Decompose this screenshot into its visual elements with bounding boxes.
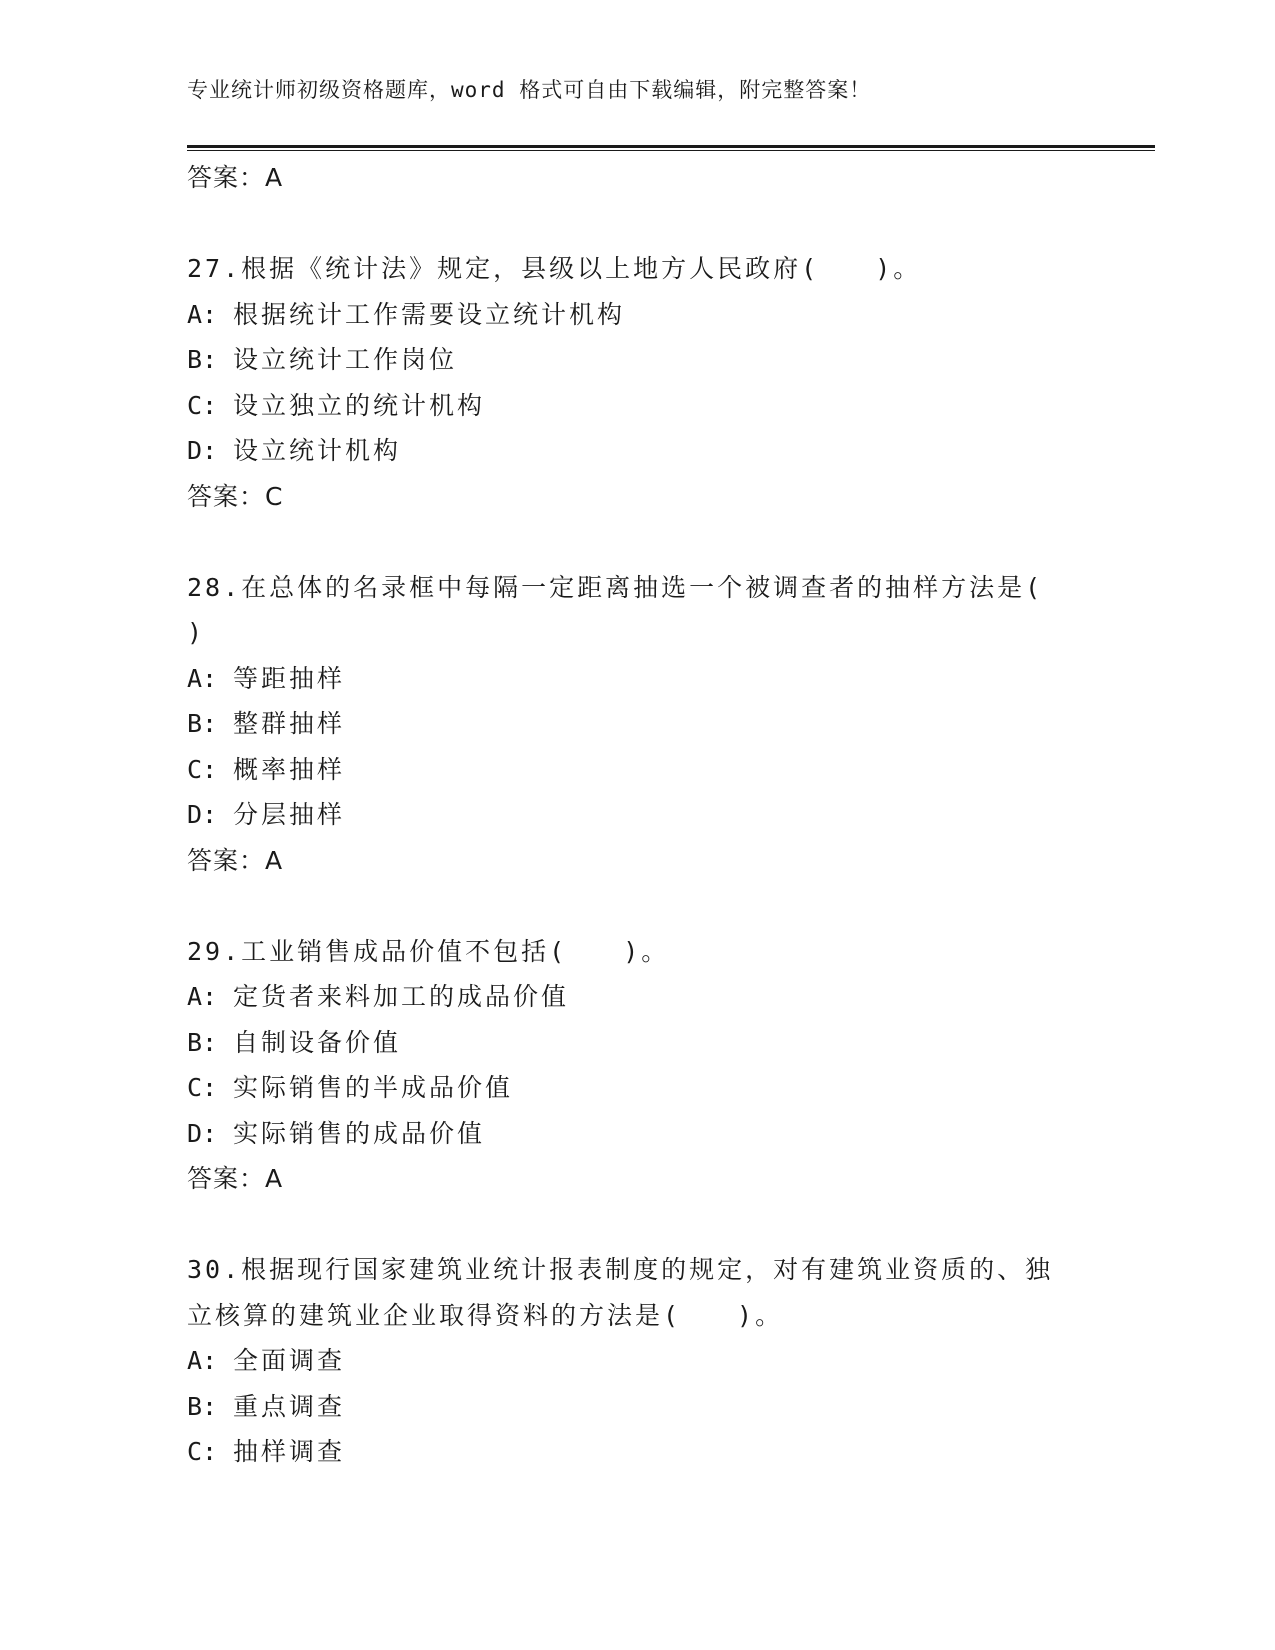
- option-text: 概率抽样: [233, 754, 346, 784]
- question-text: 28.在总体的名录框中每隔一定距离抽选一个被调查者的抽样方法是(: [187, 572, 1044, 602]
- spacer: [187, 519, 1067, 565]
- option-letter: C:: [187, 1073, 218, 1102]
- option-text: 分层抽样: [233, 800, 346, 829]
- option-text: 设立统计机构: [233, 436, 402, 465]
- option-text: 定货者来料加工的成品价值: [233, 982, 570, 1011]
- option-letter: B:: [187, 709, 218, 738]
- header-rule-thin: [187, 150, 1155, 151]
- option-a: [187, 1338, 1067, 1384]
- option-a: [187, 974, 1067, 1020]
- page-header: 专业统计师初级资格题库，word 格式可自由下载编辑，附完整答案！: [187, 78, 872, 102]
- option-text: 整群抽样: [233, 709, 346, 738]
- option-c: [187, 1429, 1067, 1475]
- option-letter: A:: [187, 299, 218, 329]
- option-text: 重点调查: [233, 1391, 346, 1421]
- spacer: [187, 1202, 1067, 1248]
- answer-26: 答案：A: [187, 163, 284, 192]
- option-d: [187, 1111, 1067, 1157]
- option-letter: B:: [187, 345, 218, 374]
- option-text: 实际销售的成品价值: [233, 1118, 486, 1148]
- question-text: 30.根据现行国家建筑业统计报表制度的规定，对有建筑业资质的、独: [187, 1255, 1054, 1284]
- option-text: 设立独立的统计机构: [233, 390, 486, 420]
- option-text: 实际销售的半成品价值: [233, 1073, 514, 1102]
- option-letter: D:: [187, 800, 218, 829]
- option-a: [187, 656, 1067, 702]
- question-29: [187, 929, 1067, 1202]
- option-c: [187, 747, 1067, 793]
- option-letter: C:: [187, 754, 218, 784]
- question-30: [187, 1247, 1067, 1475]
- option-letter: A:: [187, 982, 218, 1011]
- spacer: [187, 883, 1067, 929]
- option-b: [187, 337, 1067, 383]
- question-text: 27.根据《统计法》规定，县级以上地方人民政府( )。: [187, 254, 922, 283]
- option-d: [187, 792, 1067, 838]
- option-b: [187, 1384, 1067, 1430]
- option-text: 全面调查: [233, 1346, 346, 1375]
- option-c: [187, 383, 1067, 429]
- question-text-cont: 立核算的建筑业企业取得资料的方法是( )。: [187, 1300, 784, 1330]
- option-letter: B:: [187, 1027, 218, 1057]
- option-letter: D:: [187, 1118, 218, 1148]
- answer-29: 答案：A: [187, 1164, 284, 1193]
- option-text: 等距抽样: [233, 663, 346, 693]
- option-a: [187, 292, 1067, 338]
- option-text: 自制设备价值: [233, 1027, 402, 1057]
- option-b: [187, 701, 1067, 747]
- option-letter: A:: [187, 663, 218, 693]
- option-letter: C:: [187, 1437, 218, 1466]
- option-letter: D:: [187, 436, 218, 465]
- question-list: [187, 155, 1067, 1475]
- option-d: [187, 428, 1067, 474]
- question-text: 29.工业销售成品价值不包括( )。: [187, 936, 670, 966]
- option-letter: C:: [187, 390, 218, 420]
- option-text: 设立统计工作岗位: [233, 345, 458, 374]
- header-rule-thick: [187, 145, 1155, 148]
- option-text: 根据统计工作需要设立统计机构: [233, 299, 626, 329]
- question-text-cont: ): [187, 618, 206, 647]
- answer-27: 答案：C: [187, 481, 284, 511]
- answer-28: 答案：A: [187, 845, 284, 875]
- option-letter: A:: [187, 1346, 218, 1375]
- question-27: [187, 246, 1067, 519]
- spacer: [187, 201, 1067, 247]
- option-letter: B:: [187, 1391, 218, 1421]
- option-b: [187, 1020, 1067, 1066]
- question-28: [187, 565, 1067, 884]
- option-c: [187, 1065, 1067, 1111]
- option-text: 抽样调查: [233, 1437, 346, 1466]
